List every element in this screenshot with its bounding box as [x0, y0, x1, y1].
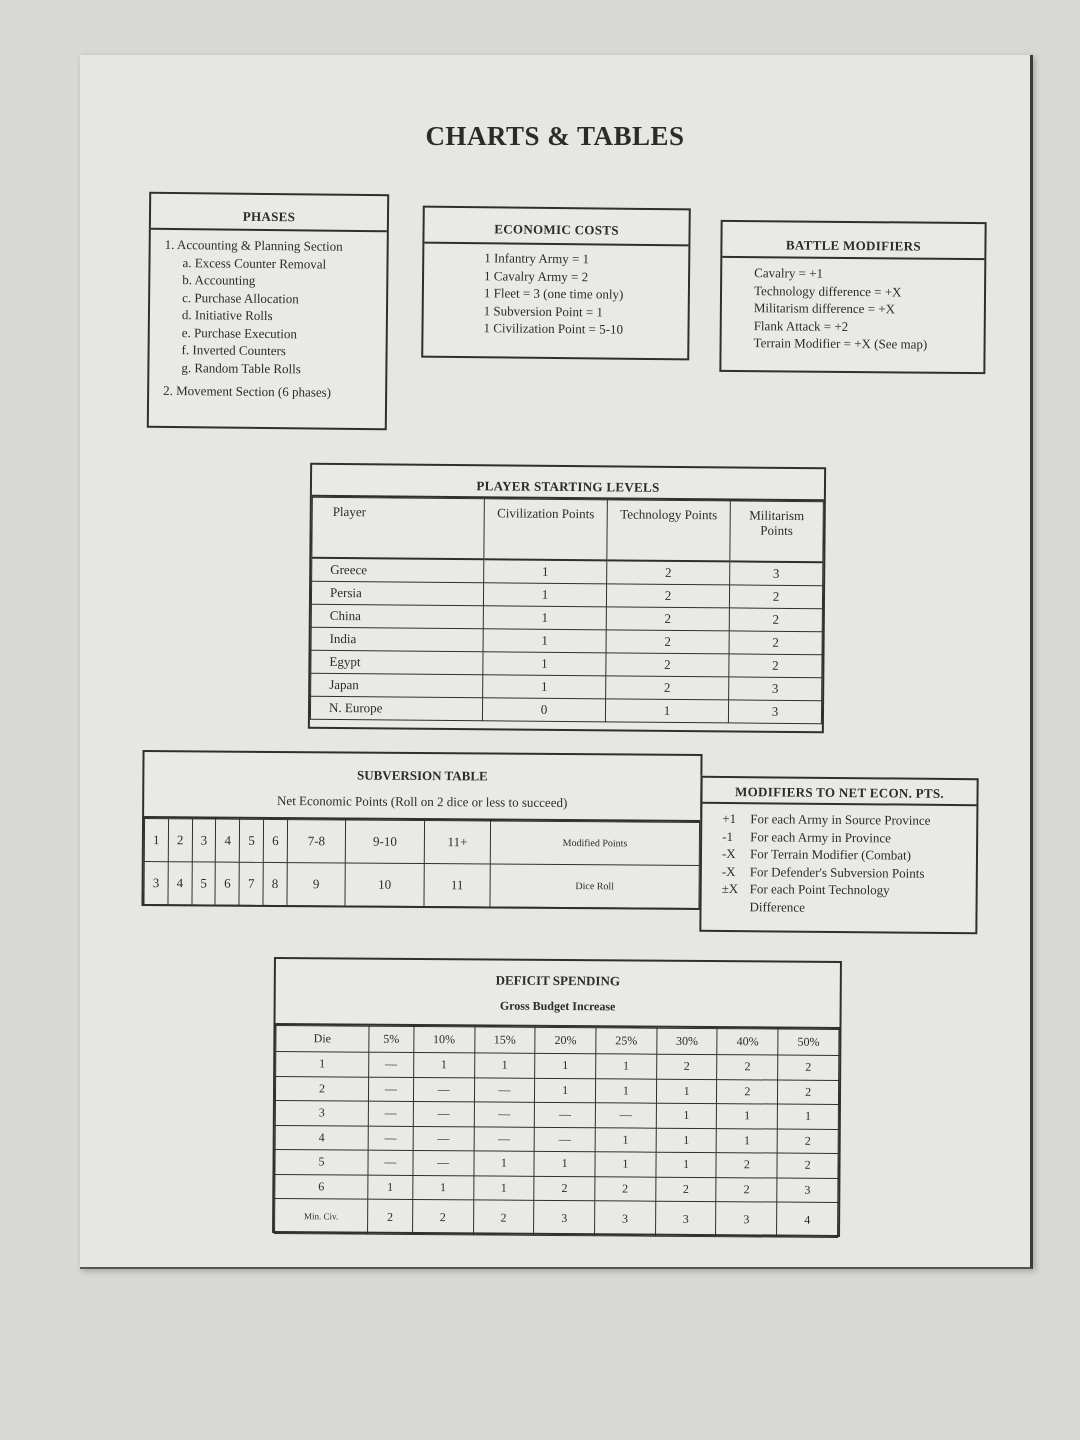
die-cell: 3	[275, 1101, 368, 1126]
table-cell: 11	[424, 864, 491, 907]
table-cell: 2	[656, 1054, 717, 1079]
table-cell: 3	[595, 1201, 656, 1236]
table-cell: 2	[777, 1153, 838, 1178]
table-cell: 3	[728, 700, 821, 724]
column-header: 25%	[596, 1028, 657, 1054]
column-header: 15%	[474, 1027, 535, 1053]
table-cell: —	[535, 1102, 596, 1127]
phase-item: e. Purchase Execution	[181, 324, 298, 341]
table-cell: 1	[596, 1054, 657, 1079]
table-cell: 8	[263, 862, 287, 905]
die-cell: 5	[275, 1150, 368, 1175]
table-cell: 1	[595, 1127, 656, 1152]
column-header: 5%	[369, 1026, 414, 1052]
page-title: CHARTS & TABLES	[425, 121, 685, 151]
table-cell: 2	[778, 1055, 839, 1080]
deficit-spending-box	[272, 957, 842, 1237]
phase-item: 1. Accounting & Planning Section	[164, 236, 343, 254]
die-cell: 6	[275, 1174, 368, 1199]
table-cell: 1	[144, 819, 168, 862]
modifier-symbol: +1	[722, 810, 737, 827]
modifier-row	[722, 827, 976, 847]
table-cell: 2	[606, 607, 729, 631]
modifier-text: For Terrain Modifier (Combat)	[749, 846, 912, 863]
table-header-row	[312, 497, 824, 562]
table-cell: 1	[605, 699, 728, 723]
column-header: Die	[276, 1026, 369, 1053]
modifier-row	[722, 810, 976, 830]
table-cell: 3	[192, 819, 216, 862]
table-cell: 2	[729, 608, 822, 632]
net-econ-modifiers-box	[699, 776, 978, 934]
table-cell: 1	[535, 1078, 596, 1103]
subversion-subheading: Net Economic Points (Roll on 2 dice or less to succeed)	[277, 792, 568, 811]
phase-item: 2. Movement Section (6 phases)	[163, 382, 332, 400]
table-cell: 2	[606, 653, 729, 677]
phase-item: b. Accounting	[182, 272, 256, 288]
table-cell: 3	[144, 862, 168, 905]
table-cell: 9	[287, 863, 346, 906]
table-cell: 2	[655, 1177, 716, 1202]
economic-costs-box	[421, 206, 691, 361]
deficit-subheading: Gross Budget Increase	[499, 998, 616, 1014]
phase-item: g. Random Table Rolls	[181, 359, 301, 376]
table-cell: 2	[716, 1177, 777, 1202]
table-cell: 1	[483, 675, 606, 699]
table-cell: 0	[482, 698, 605, 722]
table-row	[310, 696, 821, 723]
die-cell: 4	[275, 1125, 368, 1150]
player-name-cell: Egypt	[311, 650, 483, 675]
table-row	[144, 819, 699, 866]
table-cell: 2	[367, 1199, 412, 1234]
table-cell: 3	[716, 1202, 777, 1237]
phases-heading: PHASES	[151, 194, 387, 232]
table-cell: —	[474, 1102, 535, 1127]
modifier-symbol: -X	[721, 863, 736, 879]
row-label-cell: Dice Roll	[490, 864, 699, 908]
row-label-cell: Modified Points	[490, 821, 699, 865]
column-header: Technology Points	[607, 500, 731, 562]
table-cell: 1	[473, 1175, 534, 1200]
player-name-cell: Japan	[311, 673, 483, 698]
table-cell: 1	[656, 1079, 717, 1104]
table-cell: 1	[534, 1151, 595, 1176]
cost-item: 1 Subversion Point = 1	[483, 302, 604, 319]
economic-costs-list	[423, 244, 688, 339]
table-cell: 1	[413, 1052, 474, 1077]
modifier-text: For each Army in Province	[750, 828, 892, 845]
table-cell: 3	[777, 1178, 838, 1203]
table-cell: 1	[474, 1053, 535, 1078]
column-header: 40%	[717, 1029, 778, 1055]
table-cell: 9-10	[345, 820, 424, 864]
table-cell: 11+	[424, 821, 491, 864]
table-row	[275, 1199, 838, 1238]
phase-item: d. Initiative Rolls	[181, 307, 273, 324]
net-econ-modifiers-list	[701, 804, 976, 917]
table-cell: 2	[729, 585, 822, 609]
table-cell: 2	[717, 1079, 778, 1104]
table-cell: 7-8	[287, 820, 346, 863]
table-cell: 1	[483, 583, 606, 607]
table-cell: 1	[717, 1128, 778, 1153]
table-cell: 6	[263, 819, 287, 862]
table-cell: 1	[595, 1078, 656, 1103]
table-cell: 6	[215, 862, 239, 905]
player-name-cell: India	[311, 627, 483, 652]
modifier-symbol: -1	[722, 828, 734, 844]
table-cell: 1	[483, 652, 606, 676]
die-cell: 1	[276, 1052, 369, 1077]
table-header-row	[276, 1026, 839, 1056]
starting-levels-box	[308, 463, 826, 733]
modifier-row	[722, 845, 976, 865]
table-cell: —	[413, 1126, 474, 1151]
cost-item: 1 Cavalry Army = 2	[483, 267, 589, 284]
table-cell: 1	[484, 559, 607, 584]
table-cell: 3	[730, 561, 823, 585]
table-cell: 4	[168, 862, 192, 905]
modifier-text: For each Point Technology	[749, 881, 890, 898]
table-cell: 1	[473, 1151, 534, 1176]
player-name-cell: N. Europe	[310, 696, 482, 721]
column-header: Civilization Points	[484, 499, 608, 561]
phase-item: a. Excess Counter Removal	[182, 254, 327, 272]
table-row	[144, 862, 699, 909]
table-cell: —	[368, 1126, 413, 1151]
table-cell: —	[474, 1126, 535, 1151]
table-cell: 2	[473, 1200, 534, 1235]
table-cell: 2	[717, 1055, 778, 1080]
table-cell: 2	[729, 654, 822, 678]
table-cell: 1	[777, 1104, 838, 1129]
column-header: 10%	[414, 1026, 475, 1052]
battle-modifiers-heading: BATTLE MODIFIERS	[722, 222, 984, 260]
table-cell: 5	[240, 819, 264, 862]
table-cell: 4	[777, 1202, 838, 1237]
modifier-item: Militarism difference = +X	[753, 300, 896, 317]
table-cell: —	[595, 1103, 656, 1128]
table-cell: 2	[606, 584, 729, 608]
modifier-item: Technology difference = +X	[753, 282, 902, 299]
table-cell: 2	[168, 819, 192, 862]
net-econ-modifiers-heading: MODIFIERS TO NET ECON. PTS.	[702, 778, 976, 806]
subversion-header	[144, 752, 700, 822]
modifier-symbol: -X	[721, 845, 736, 862]
document-page	[80, 55, 1033, 1269]
cost-item: 1 Civilization Point = 5-10	[483, 320, 624, 337]
table-cell: 1	[413, 1175, 474, 1200]
phases-box	[147, 192, 389, 431]
table-cell: 1	[717, 1104, 778, 1129]
table-cell: 5	[192, 862, 216, 905]
table-cell: —	[413, 1101, 474, 1126]
cost-item: 1 Fleet = 3 (one time only)	[483, 285, 624, 302]
modifier-symbol: ±X	[721, 880, 739, 897]
subversion-box	[141, 750, 702, 910]
table-cell: —	[474, 1077, 535, 1102]
modifier-text: For Defender's Subversion Points	[749, 863, 925, 881]
table-cell: —	[369, 1052, 414, 1077]
deficit-header	[275, 959, 839, 1029]
phase-item: f. Inverted Counters	[181, 342, 287, 359]
column-header: 20%	[535, 1027, 596, 1053]
table-cell: 2	[606, 630, 729, 654]
table-cell: 2	[534, 1176, 595, 1201]
table-cell: —	[413, 1150, 474, 1175]
table-cell: 1	[368, 1175, 413, 1200]
column-header: Player	[312, 497, 485, 559]
table-cell: 2	[412, 1199, 473, 1234]
table-cell: —	[368, 1077, 413, 1102]
player-name-cell: Persia	[311, 581, 483, 606]
modifier-text: For each Army in Source Province	[750, 811, 931, 828]
table-cell: 1	[656, 1103, 717, 1128]
battle-modifiers-box	[719, 220, 986, 374]
table-cell: 1	[483, 606, 606, 630]
phase-item: c. Purchase Allocation	[182, 289, 299, 306]
column-header: 50%	[778, 1029, 839, 1055]
starting-levels-table	[310, 497, 824, 724]
table-cell: 1	[483, 629, 606, 653]
economic-costs-heading: ECONOMIC COSTS	[424, 208, 688, 247]
column-header: 30%	[657, 1028, 718, 1054]
phases-list	[149, 230, 387, 402]
table-cell: 1	[656, 1152, 717, 1177]
table-cell: 1	[656, 1128, 717, 1153]
table-cell: —	[368, 1150, 413, 1175]
column-header: Militarism Points	[730, 501, 824, 562]
deficit-table	[274, 1025, 839, 1238]
player-name-cell: China	[311, 604, 483, 629]
die-cell: Min. Civ.	[275, 1199, 368, 1235]
table-cell: 2	[778, 1080, 839, 1105]
table-cell: —	[413, 1077, 474, 1102]
table-cell: 2	[606, 676, 729, 700]
table-cell: 1	[535, 1053, 596, 1078]
table-cell: 2	[729, 631, 822, 655]
table-cell: 10	[345, 863, 424, 907]
modifier-row	[722, 862, 976, 882]
modifier-continuation: Difference	[749, 898, 805, 915]
modifier-item: Flank Attack = +2	[753, 317, 849, 334]
deficit-heading: DEFICIT SPENDING	[495, 972, 621, 989]
table-cell: 2	[595, 1176, 656, 1201]
table-cell: 7	[239, 862, 263, 905]
table-cell: 2	[777, 1129, 838, 1154]
table-cell: 3	[729, 677, 822, 701]
subversion-heading: SUBVERSION TABLE	[357, 767, 488, 784]
table-cell: —	[534, 1127, 595, 1152]
cost-item: 1 Infantry Army = 1	[484, 250, 590, 267]
subversion-table	[143, 818, 700, 909]
table-cell: 1	[595, 1152, 656, 1177]
table-cell: 2	[607, 560, 730, 585]
table-cell: —	[368, 1101, 413, 1126]
modifier-item: Cavalry = +1	[754, 265, 824, 281]
table-cell: 2	[716, 1153, 777, 1178]
modifier-row	[722, 880, 976, 900]
die-cell: 2	[275, 1076, 368, 1101]
modifier-item: Terrain Modifier = +X (See map)	[753, 335, 928, 352]
table-cell: 3	[534, 1200, 595, 1235]
player-name-cell: Greece	[312, 558, 484, 583]
table-cell: 3	[655, 1201, 716, 1236]
battle-modifiers-list	[722, 258, 985, 354]
table-cell: 4	[216, 819, 240, 862]
starting-levels-heading: PLAYER STARTING LEVELS	[312, 465, 824, 501]
